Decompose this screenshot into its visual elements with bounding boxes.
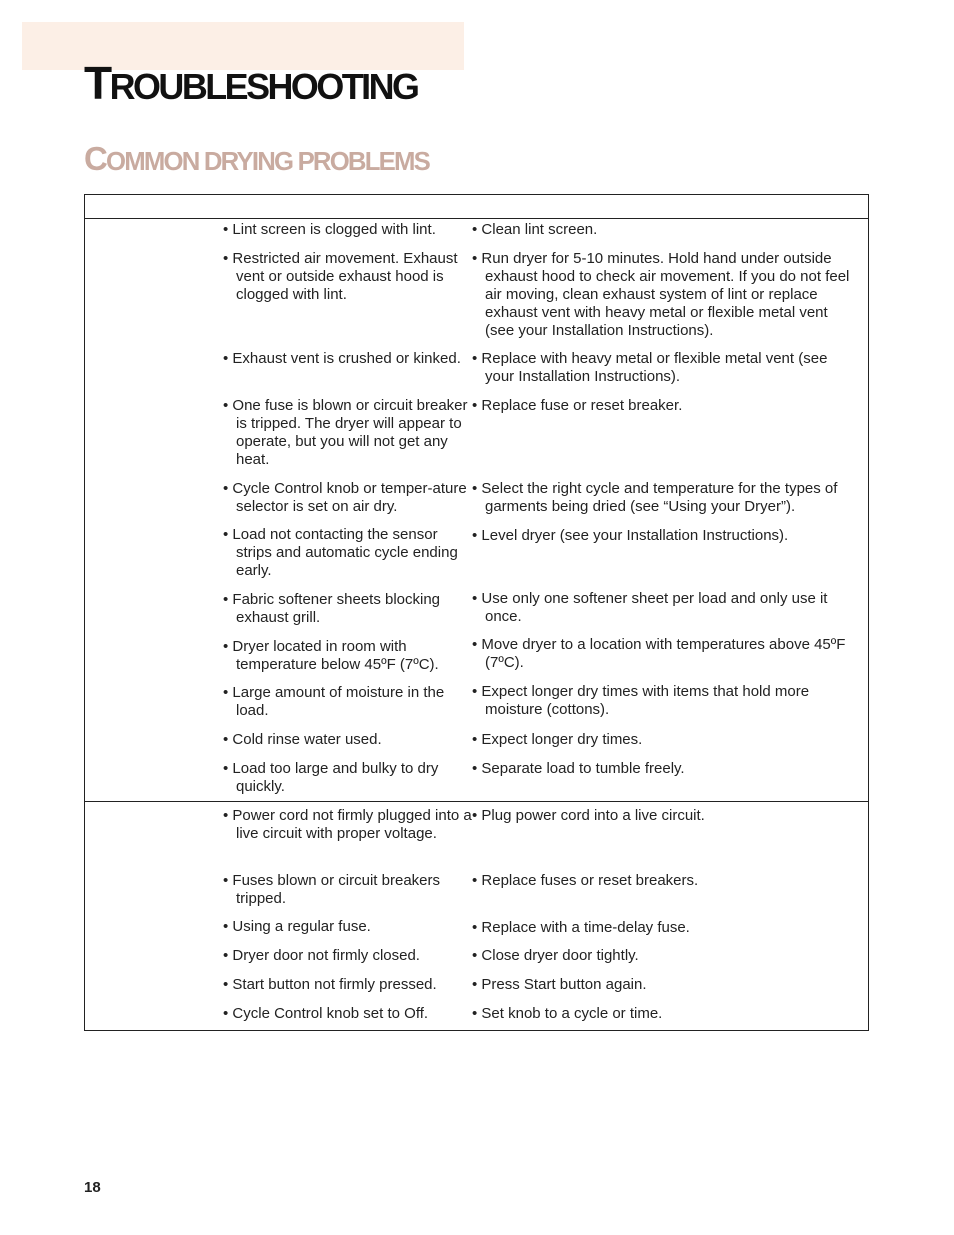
- section-divider: [85, 801, 868, 802]
- section-subtitle-initial: C: [84, 140, 107, 177]
- solution-cell: • Set knob to a cycle or time.: [472, 1005, 663, 1022]
- cause-cell: • Cycle Control knob or temper-ature selector is set on air dry.: [223, 480, 467, 515]
- cause-cell: • One fuse is blown or circuit breaker is tripped. The dryer will appear to operate, but you will not get any heat.: [223, 397, 468, 468]
- cause-cell: • Exhaust vent is crushed or kinked.: [223, 350, 461, 367]
- cause-cell: • Lint screen is clogged with lint.: [223, 221, 436, 238]
- cause-cell: • Restricted air movement. Exhaust vent or outside exhaust hood is clogged with lint.: [223, 250, 458, 303]
- cause-cell: • Power cord not firmly plugged into a live circuit with proper voltage.: [223, 807, 472, 842]
- solution-cell: • Run dryer for 5-10 minutes. Hold hand under outside exhaust hood to check air movement. If you do not feel air moving, clean exhaust system of lint or replace exhaust vent with heavy metal or flexible metal vent (see your Installation Instructions).: [472, 250, 850, 339]
- page-title: [84, 57, 418, 109]
- cause-cell: • Dryer door not firmly closed.: [223, 947, 420, 964]
- section-subtitle: [84, 142, 429, 176]
- solution-cell: • Expect longer dry times.: [472, 731, 643, 748]
- solution-cell: • Select the right cycle and temperature for the types of garments being dried (see “Using your Dryer”).: [472, 480, 838, 515]
- solution-cell: • Replace with a time-delay fuse.: [472, 919, 690, 936]
- solution-cell: • Clean lint screen.: [472, 221, 598, 238]
- solution-cell: • Press Start button again.: [472, 976, 647, 993]
- page-number: 18: [84, 1179, 101, 1196]
- cause-cell: • Load too large and bulky to dry quickly.: [223, 760, 439, 795]
- cause-cell: • Large amount of moisture in the load.: [223, 684, 445, 719]
- section-subtitle-rest: OMMON DRYING PROBLEMS: [106, 148, 430, 176]
- solution-cell: • Replace fuse or reset breaker.: [472, 397, 683, 414]
- table-header-row: [85, 195, 868, 219]
- page-title-rest: ROUBLESHOOTING: [109, 67, 418, 107]
- cause-cell: • Dryer located in room with temperature below 45ºF (7ºC).: [223, 638, 439, 673]
- solution-cell: • Separate load to tumble freely.: [472, 760, 685, 777]
- cause-cell: • Cold rinse water used.: [223, 731, 382, 748]
- solution-cell: • Replace with heavy metal or flexible metal vent (see your Installation Instructions).: [472, 350, 828, 385]
- solution-cell: • Expect longer dry times with items that hold more moisture (cottons).: [472, 683, 810, 718]
- solution-cell: • Level dryer (see your Installation Instructions).: [472, 527, 789, 544]
- solution-cell: • Replace fuses or reset breakers.: [472, 872, 699, 889]
- troubleshooting-table: [84, 194, 869, 1031]
- cause-cell: • Start button not firmly pressed.: [223, 976, 437, 993]
- cause-cell: • Load not contacting the sensor strips and automatic cycle ending early.: [223, 526, 458, 579]
- cause-cell: • Fabric softener sheets blocking exhaust grill.: [223, 591, 441, 626]
- solution-cell: • Plug power cord into a live circuit.: [472, 807, 705, 824]
- cause-cell: • Fuses blown or circuit breakers tripped.: [223, 872, 440, 907]
- solution-cell: • Move dryer to a location with temperatures above 45ºF (7ºC).: [472, 636, 846, 671]
- cause-cell: • Cycle Control knob set to Off.: [223, 1005, 429, 1022]
- page-title-initial: T: [84, 57, 110, 109]
- solution-cell: • Use only one softener sheet per load and only use it once.: [472, 590, 828, 625]
- cause-cell: • Using a regular fuse.: [223, 918, 371, 935]
- solution-cell: • Close dryer door tightly.: [472, 947, 639, 964]
